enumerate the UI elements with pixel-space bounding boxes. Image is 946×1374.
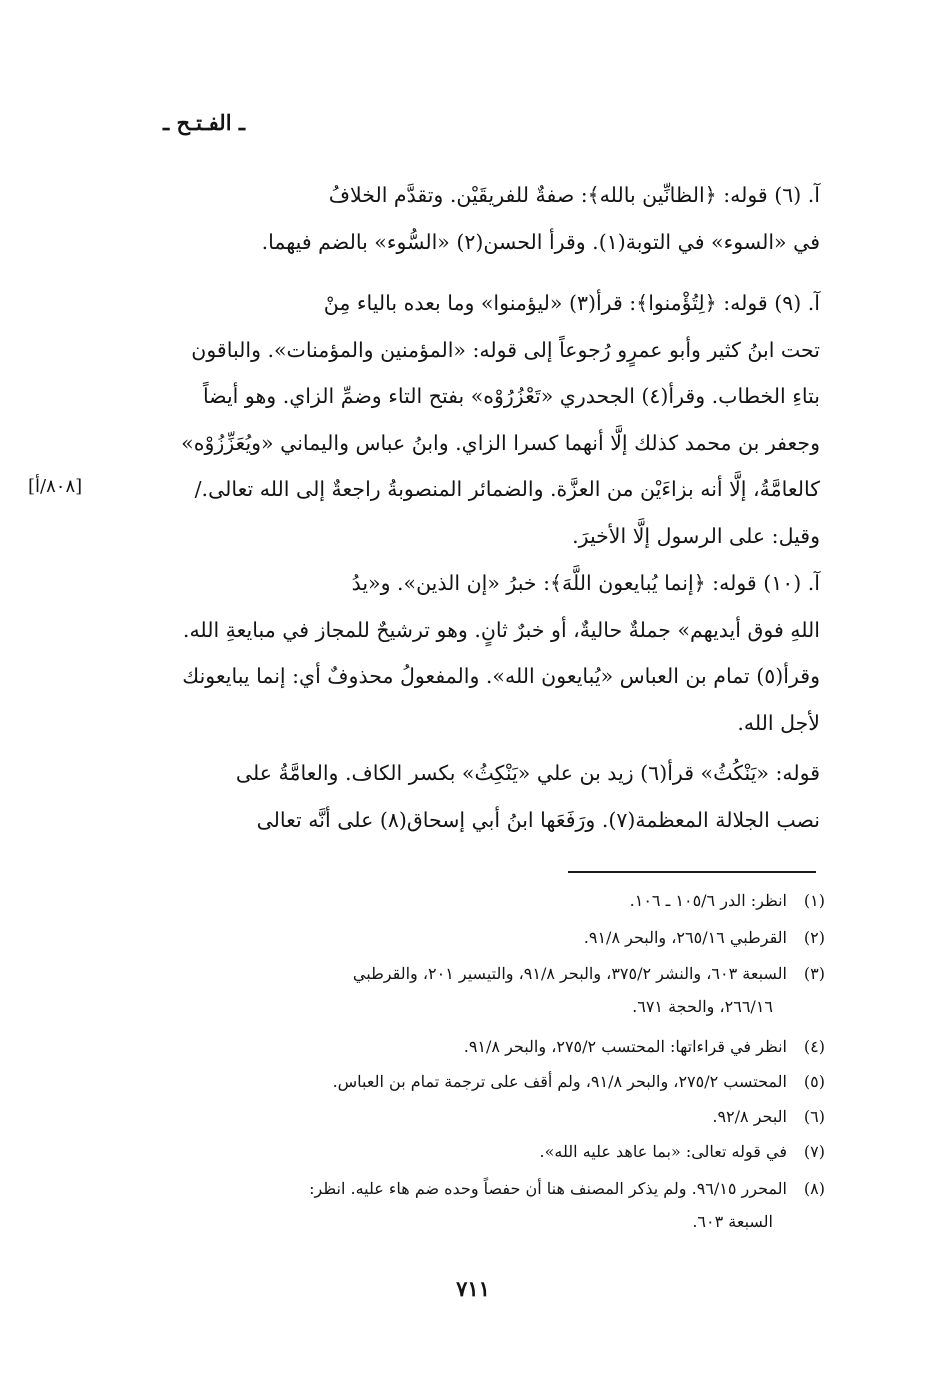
footnote-2	[135, 921, 825, 954]
footnote-8	[135, 1172, 825, 1238]
footnote-text: القرطبي ٢٦٥/١٦، والبحر ٩١/٨.	[583, 928, 787, 947]
paragraph-verse-9	[135, 280, 820, 559]
text-line: تحت ابنُ كثير وأبو عمرٍو رُجوعاً إلى قوله: «المؤمنين والمؤمنات». والباقون	[191, 337, 820, 362]
footnote-4	[135, 1030, 825, 1063]
footnote-number: (٦)	[803, 1107, 825, 1126]
footnote-text: انظر في قراءاتها: المحتسب ٢٧٥/٢، والبحر ٩١/٨.	[463, 1037, 787, 1056]
paragraph-verse-6	[135, 172, 820, 265]
footnote-5	[135, 1065, 825, 1098]
text-line: كالعامَّةُ، إلَّا أنه بزاءَيْن من العزَّة. والضمائر المنصوبةُ راجعةٌ إلى الله تعالى./	[194, 477, 820, 501]
text-line: في «السوء» في التوبة(١). وقرأ الحسن(٢) «السُّوء» بالضم فيهما.	[261, 229, 820, 254]
footnote-number: (١)	[803, 891, 825, 910]
paragraph-verse-10	[135, 560, 820, 746]
footnote-text: البحر ٩٢/٨.	[712, 1107, 787, 1126]
footnote-3	[135, 957, 825, 1023]
page-number: ٧١١	[456, 1276, 490, 1301]
text-line: قوله: «يَنْكُثُ» قرأ(٦) زيد بن علي «يَنْكِثُ» بكسر الكاف. والعامَّةُ على	[235, 761, 820, 785]
footnote-1	[135, 884, 825, 917]
footnote-text: السبعة ٦٠٣، والنشر ٣٧٥/٢، والبحر ٩١/٨، والتيسير ٢٠١، والقرطبي	[352, 964, 787, 983]
footnote-text: المحتسب ٢٧٥/٢، والبحر ٩١/٨، ولم أقف على ترجمة تمام بن العباس.	[332, 1072, 787, 1091]
footnote-number: (٥)	[803, 1072, 825, 1091]
text-line: آ. (٩) قوله: ﴿لِتُؤْمنوا﴾: قرأ(٣) «ليؤمنوا» وما بعده بالياء مِنْ	[323, 291, 820, 315]
footnote-separator	[568, 871, 816, 873]
text-line: لأجل الله.	[737, 710, 820, 735]
text-line: وقيل: على الرسول إلَّا الأخيرَ.	[572, 523, 820, 548]
footnote-text: في قوله تعالى: «بما عاهد عليه الله».	[539, 1142, 787, 1161]
text-line: وجعفر بن محمد كذلك إلَّا أنهما كسرا الزاي. وابنُ عباس واليماني «ويُعَزِّزُوْه»	[181, 430, 820, 455]
footnote-number: (٢)	[803, 928, 825, 947]
text-line: وقرأ(٥) تمام بن العباس «يُبايعون الله». والمفعولُ محذوفٌ أي: إنما يبايعونك	[182, 664, 820, 688]
footnote-number: (٧)	[803, 1142, 825, 1161]
footnote-text: انظر: الدر ١٠٥/٦ ـ ١٠٦.	[629, 891, 787, 910]
text-line: نصب الجلالة المعظمة(٧). ورَفَعَها ابنُ أبي إسحاق(٨) على أنَّه تعالى	[256, 807, 820, 832]
footnote-number: (٨)	[803, 1179, 825, 1198]
text-line: آ. (٦) قوله: ﴿الظانِّين بالله﴾: صفةٌ للفريقَيْن. وتقدَّم الخلافُ	[328, 183, 820, 207]
footnote-text-continued: السبعة ٦٠٣.	[692, 1212, 773, 1231]
paragraph-yankuth	[135, 750, 820, 843]
footnote-text-continued: ٢٦٦/١٦، والحجة ٦٧١.	[632, 997, 773, 1016]
text-line: آ. (١٠) قوله: ﴿إنما يُبايعون اللَّهَ﴾: خبرُ «إن الذين». و«يدُ	[351, 571, 820, 595]
running-header: ـ الفـتـح ـ	[163, 110, 245, 135]
footnote-7	[135, 1135, 825, 1168]
text-line: بتاءِ الخطاب. وقرأ(٤) الجحدري «تَعْزُرُوْه» بفتح التاء وضمِّ الزاي. وهو أيضاً	[202, 384, 820, 408]
manuscript-folio-reference: [٨٠٨/أ]	[28, 476, 83, 497]
footnote-number: (٤)	[803, 1037, 825, 1056]
footnote-text: المحرر ٩٦/١٥. ولم يذكر المصنف هنا أن حفصاً وحده ضم هاء عليه. انظر:	[309, 1179, 787, 1198]
footnote-number: (٣)	[803, 964, 825, 983]
text-line: اللهِ فوق أيديهم» جملةٌ حاليةٌ، أو خبرٌ ثانٍ. وهو ترشيحٌ للمجاز في مبايعةِ الله.	[182, 617, 820, 642]
footnote-6	[135, 1100, 825, 1133]
